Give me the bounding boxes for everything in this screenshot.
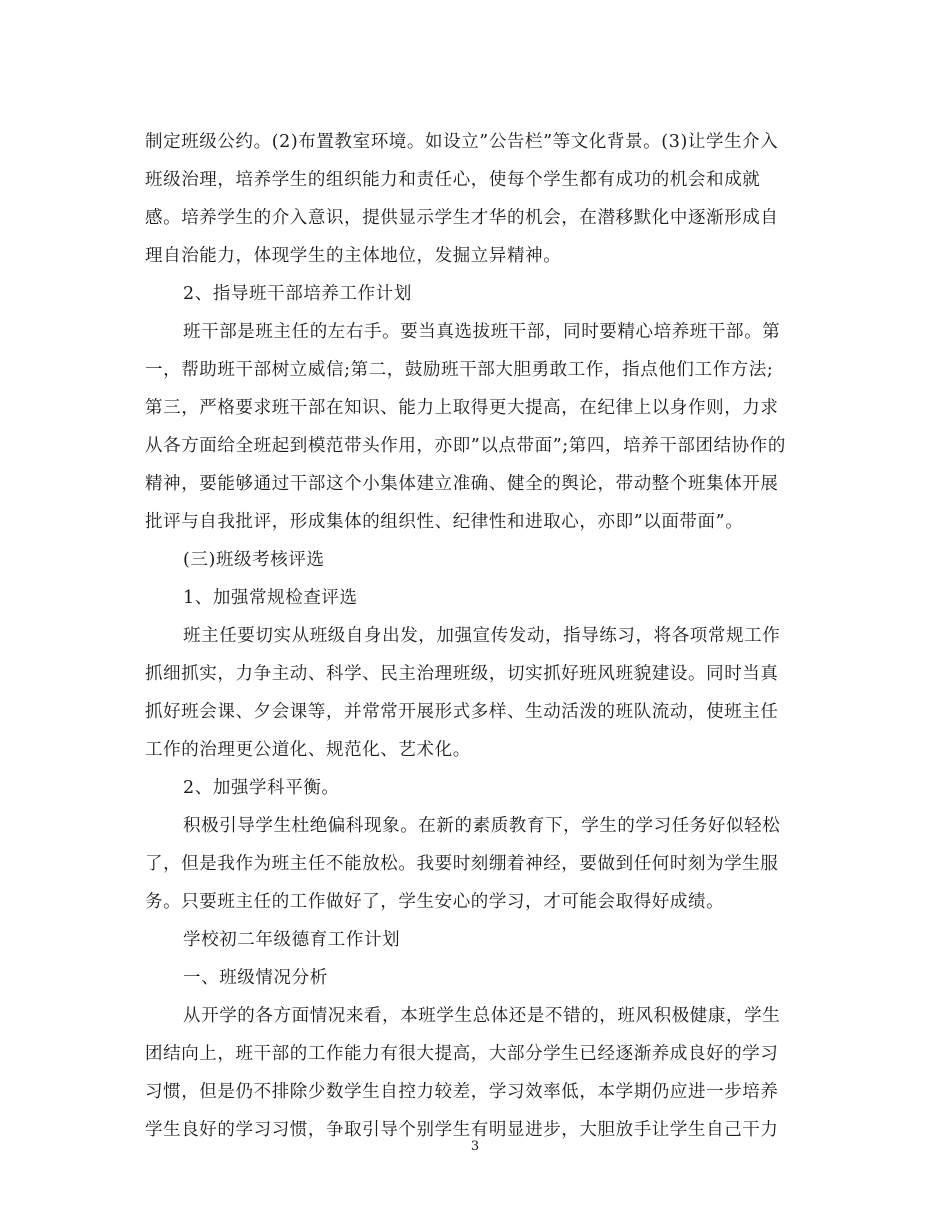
section-heading: 学校初二年级德育工作计划 (183, 930, 401, 950)
text-line: 批评与自我批评，形成集体的组织性、纪律性和进取心，亦即”以面带面”。 (145, 512, 744, 532)
text-line: 理自治能力，体现学生的主体地位，发掘立异精神。 (145, 246, 562, 266)
text-line: 了，但是我作为班主任不能放松。我要时刻绷着神经，要做到任何时刻为学生服 (145, 854, 779, 874)
text-line: 制定班级公约。(2)布置教室环境。如设立”公告栏”等文化背景。(3)让学生介入 (145, 132, 779, 152)
text-line: 精神，要能够通过干部这个小集体建立准确、健全的舆论，带动整个班集体开展 (145, 474, 779, 494)
section-heading: 2、加强学科平衡。 (183, 778, 340, 798)
text-line: 班级治理，培养学生的组织能力和责任心，使每个学生都有成功的机会和成就 (145, 170, 761, 190)
text-line: 积极引导学生杜绝偏科现象。在新的素质教育下，学生的学习任务好似轻松 (183, 816, 781, 836)
section-heading: 一、班级情况分析 (183, 968, 328, 988)
text-line: 工作的治理更公道化、规范化、艺术化。 (145, 740, 471, 760)
text-line: 习惯，但是仍不排除少数学生自控力较差，学习效率低，本学期仍应进一步培养 (145, 1082, 779, 1102)
section-heading: 2、指导班干部培养工作计划 (183, 284, 412, 304)
text-line: 学生良好的学习习惯，争取引导个别学生有明显进步，大胆放手让学生自己干力 (145, 1120, 779, 1140)
text-line: 从各方面给全班起到模范带头作用，亦即”以点带面”;第四，培养干部团结协作的 (145, 436, 786, 456)
text-line: 一，帮助班干部树立威信;第二，鼓励班干部大胆勇敢工作，指点他们工作方法; (145, 360, 774, 380)
text-line: 班主任要切实从班级自身出发，加强宣传发动，指导练习，将各项常规工作 (183, 626, 781, 646)
text-line: 感。培养学生的介入意识，提供显示学生才华的机会，在潜移默化中逐渐形成自 (145, 208, 779, 228)
section-heading: (三)班级考核评选 (183, 550, 325, 570)
text-line: 抓细抓实，力争主动、科学、民主治理班级，切实抓好班风班貌建设。同时当真 (145, 664, 779, 684)
text-line: 务。只要班主任的工作做好了，学生安心的学习，才可能会取得好成绩。 (145, 892, 725, 912)
text-line: 班干部是班主任的左右手。要当真选拔班干部，同时要精心培养班干部。第 (183, 322, 781, 342)
text-line: 团结向上，班干部的工作能力有很大提高，大部分学生已经逐渐养成良好的学习 (145, 1044, 779, 1064)
text-line: 抓好班会课、夕会课等，并常常开展形式多样、生动活泼的班队流动，使班主任 (145, 702, 779, 722)
section-heading: 1、加强常规检查评选 (183, 588, 358, 608)
text-line: 第三，严格要求班干部在知识、能力上取得更大提高，在纪律上以身作则，力求 (145, 398, 779, 418)
page-number: 3 (470, 1139, 480, 1154)
text-line: 从开学的各方面情况来看，本班学生总体还是不错的，班风积极健康，学生 (183, 1006, 781, 1026)
